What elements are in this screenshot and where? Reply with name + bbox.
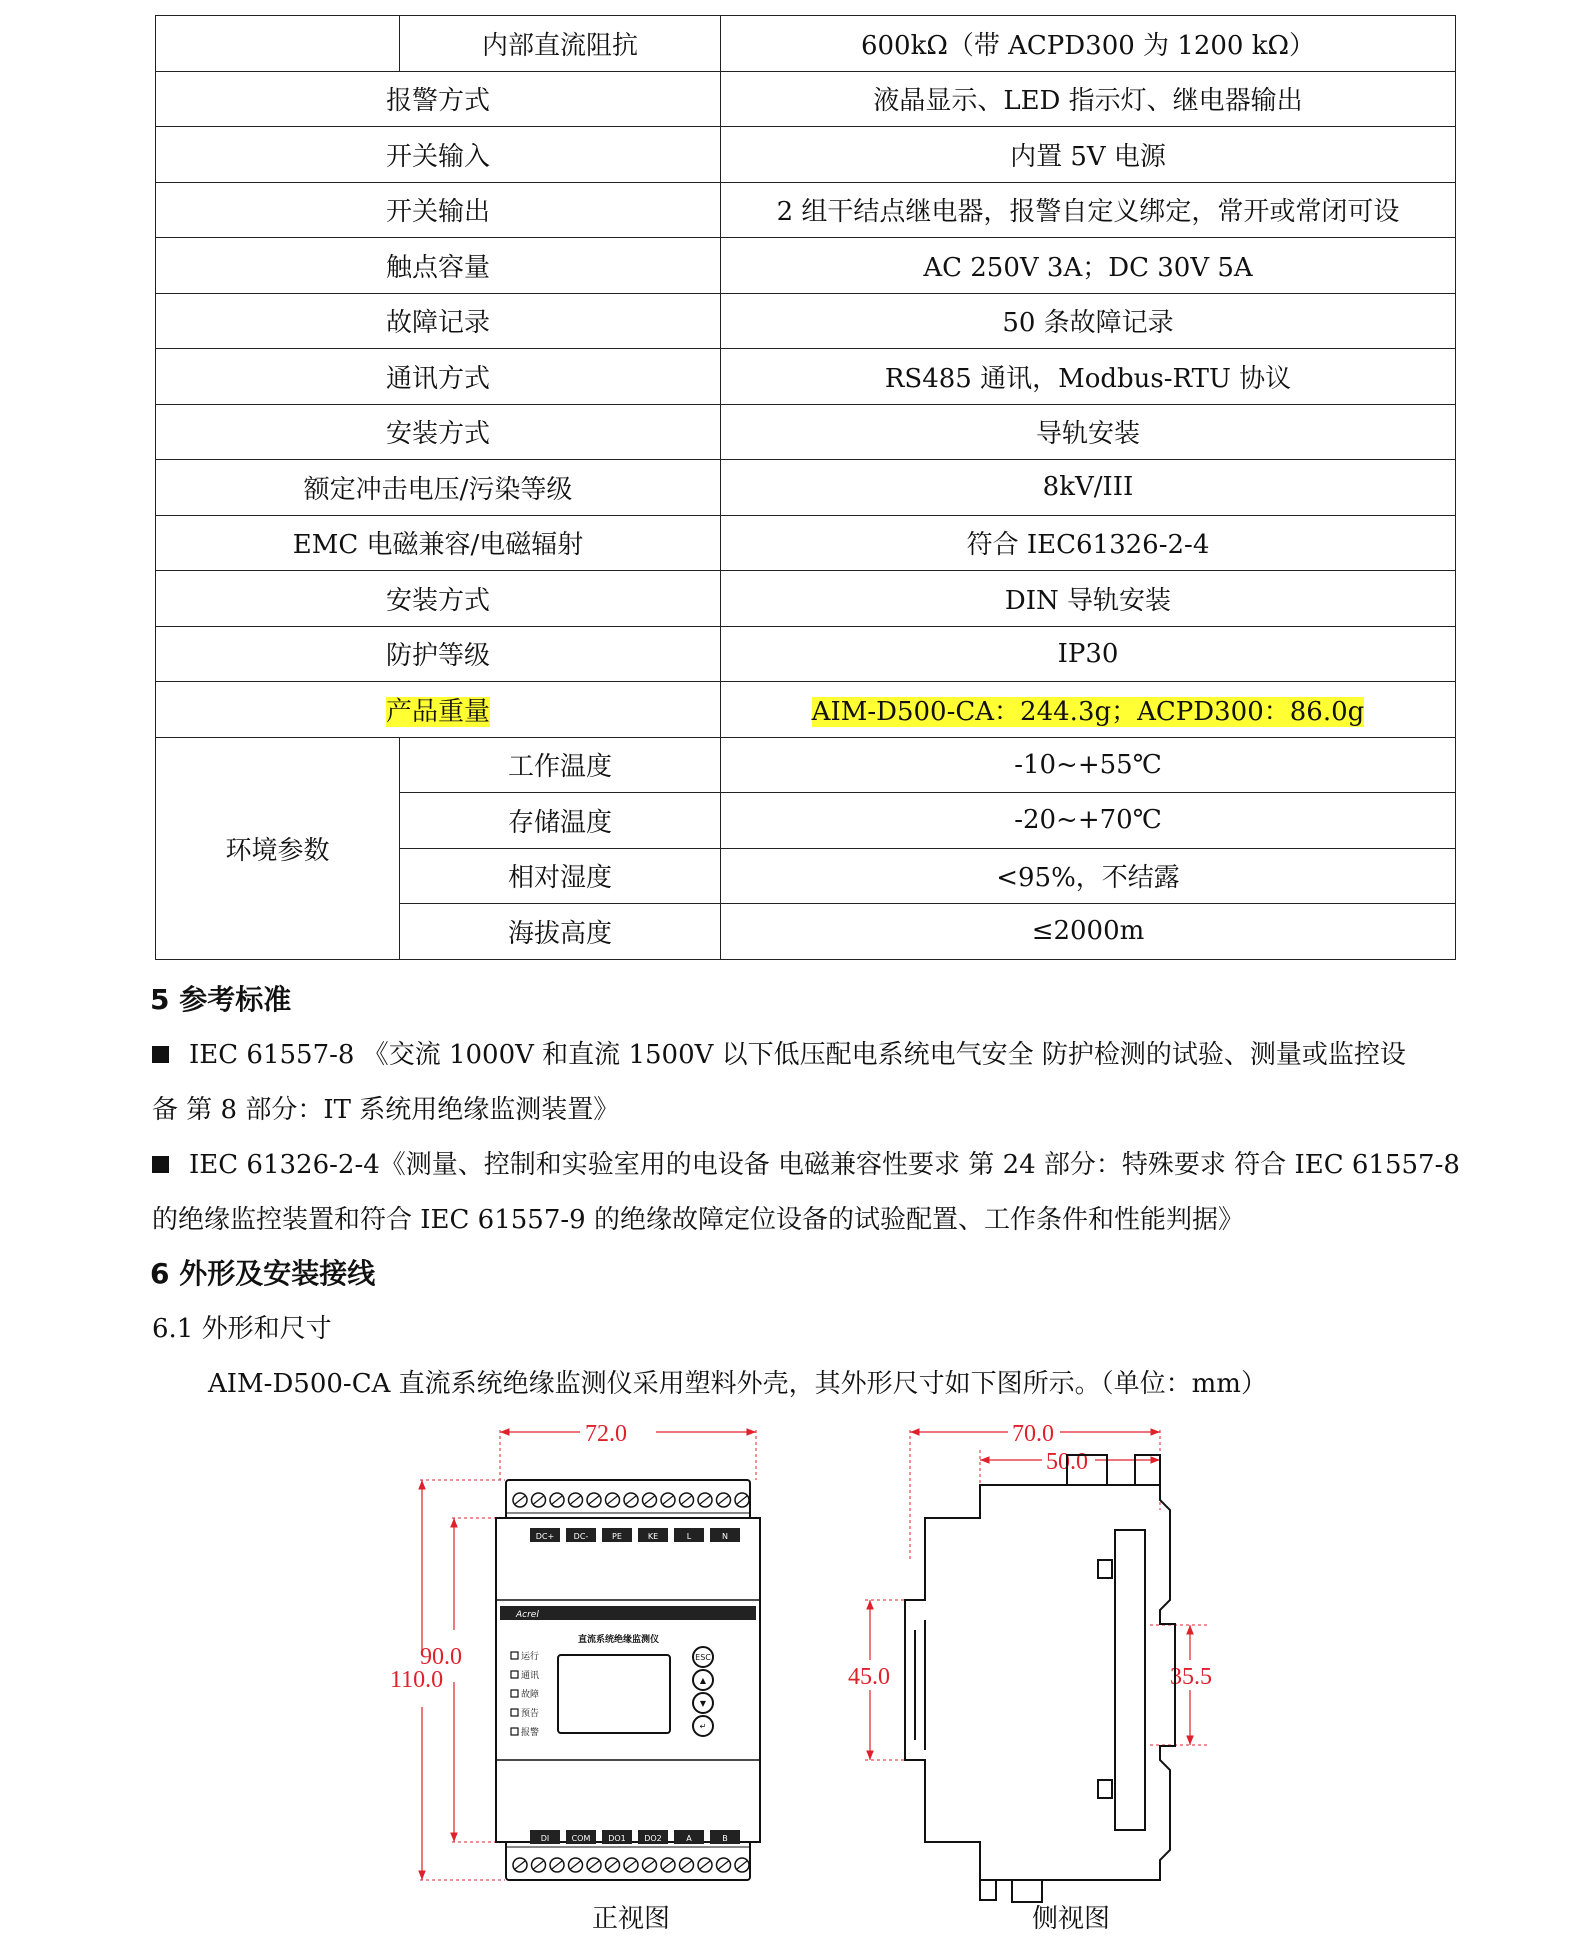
panel-title: 直流系统绝缘监测仪 [578,1635,660,1645]
section-6-title: 6 外形及安装接线 [150,1257,376,1290]
key-label: ESC [695,1653,711,1662]
led-label: 预告 [521,1709,540,1719]
row-label: 触点容量 [156,238,721,294]
section-6-intro: AIM-D500-CA 直流系统绝缘监测仪采用塑料外壳，其外形尺寸如下图所示。（单位：mm） [208,1369,1267,1399]
row-label: 安装方式 [156,571,721,627]
row-value: 符合 IEC61326-2-4 [721,515,1456,571]
row-value: 8kV/III [721,460,1456,516]
row-label: 额定冲击电压/污染等级 [156,460,721,516]
table-row [156,460,1456,516]
table-row [156,515,1456,571]
led-label: 运行 [521,1652,540,1662]
led-label: 故障 [521,1690,540,1700]
row-value: ≤2000m [721,904,1456,960]
row-label: EMC 电磁兼容/电磁辐射 [156,515,721,571]
env-group-label: 环境参数 [156,737,400,959]
row-value: 600kΩ（带 ACPD300 为 1200 kΩ） [721,16,1456,72]
row-label: 相对湿度 [400,848,721,904]
led-label: 通讯 [521,1671,540,1681]
row-value: 液晶显示、LED 指示灯、继电器输出 [721,71,1456,127]
terminal-label: L [686,1532,692,1541]
row-value [721,682,1456,738]
row-label: 故障记录 [156,293,721,349]
table-row [156,293,1456,349]
table-row [156,404,1456,460]
key-label: ▼ [699,1699,707,1708]
row-value: RS485 通讯，Modbus-RTU 协议 [721,349,1456,405]
terminal-label: A [686,1834,692,1843]
standard-item-2-line-2: 的绝缘监控装置和符合 IEC 61557-9 的绝缘故障定位设备的试验配置、工作条件和性能判据》 [152,1205,1244,1235]
side-outer-depth-dimension [910,1421,1160,1560]
table-row [156,238,1456,294]
row-label: 安装方式 [156,404,721,460]
led-icon [511,1671,518,1678]
section-6-1-title: 6.1 外形和尺寸 [152,1314,332,1344]
led-icon [511,1728,518,1735]
table-row [156,349,1456,405]
dimension-label: 72.0 [585,1421,627,1447]
row-label: 开关输出 [156,182,721,238]
row-label: 通讯方式 [156,349,721,405]
row-value: 导轨安装 [721,404,1456,460]
row-label: 报警方式 [156,71,721,127]
row-value: -10~+55℃ [721,737,1456,793]
table-row [156,16,1456,72]
dimension-label: 70.0 [1012,1421,1054,1447]
led-label: 报警 [521,1728,540,1738]
front-width-dimension [500,1421,756,1480]
row-value: AC 250V 3A；DC 30V 5A [721,238,1456,294]
key-label: ↵ [699,1722,707,1731]
terminal-label: B [722,1834,728,1843]
terminal-label: DC+ [535,1532,555,1541]
bullet-square-icon [152,1046,169,1063]
dimension-label: 35.5 [1170,1664,1212,1690]
table-row [156,182,1456,238]
side-inner-depth-dimension [980,1449,1160,1510]
led-icon [511,1652,518,1659]
table-row [156,71,1456,127]
section-5-title: 5 参考标准 [150,983,292,1016]
standard-item-1-line-2: 备 第 8 部分：IT 系统用绝缘监测装置》 [152,1095,620,1125]
row-label [156,682,721,738]
lcd-screen [558,1655,670,1733]
empty-cell [156,16,400,72]
table-row [156,127,1456,183]
row-value: IP30 [721,626,1456,682]
highlight-value: AIM-D500-CA：244.3g；ACPD300：86.0g [811,696,1365,727]
side-view-drawing [830,1410,1230,1910]
terminal-label: DO1 [608,1834,626,1843]
table-row [156,737,1456,793]
row-value: DIN 导轨安装 [721,571,1456,627]
dimension-label: 110.0 [390,1667,444,1693]
dimension-label: 45.0 [848,1664,890,1690]
side-left-height-dimension [848,1600,920,1760]
row-value: 内置 5V 电源 [721,127,1456,183]
led-icon [511,1690,518,1697]
row-label: 工作温度 [400,737,721,793]
terminal-label: DO2 [644,1834,662,1843]
front-view-caption: 正视图 [592,1904,671,1934]
standard-item-1-line-1: IEC 61557-8 《交流 1000V 和直流 1500V 以下低压配电系统电气安全 防护检测的试验、测量或监控设 [152,1034,1406,1071]
terminal-label: DI [540,1834,550,1843]
front-outer-height-dimension [390,1480,505,1880]
row-label: 海拔高度 [400,904,721,960]
dimension-label: 90.0 [420,1644,462,1670]
highlight-label: 产品重量 [385,696,490,727]
bullet-square-icon [152,1156,169,1173]
side-view-caption: 侧视图 [1032,1904,1111,1934]
spec-table [155,15,1456,960]
table-row [156,571,1456,627]
table-row [156,682,1456,738]
row-label: 存储温度 [400,793,721,849]
terminal-label: COM [571,1834,591,1843]
terminal-label: N [722,1532,728,1541]
standard-item-2-line-1: IEC 61326-2-4《测量、控制和实验室用的电设备 电磁兼容性要求 第 24 部分：特殊要求 符合 IEC 61557-8 [152,1144,1460,1181]
row-label: 开关输入 [156,127,721,183]
table-row [156,626,1456,682]
terminal-label: KE [647,1532,659,1541]
led-icon [511,1709,518,1716]
row-value: 50 条故障记录 [721,293,1456,349]
row-value: <95%，不结露 [721,848,1456,904]
side-rail-dimension [1150,1625,1212,1745]
row-label: 防护等级 [156,626,721,682]
dimension-label: 50.0 [1046,1449,1088,1475]
front-view-drawing [380,1410,780,1910]
terminal-label: DC- [573,1532,589,1541]
row-label: 内部直流阻抗 [400,16,721,72]
key-label: ▲ [699,1676,707,1685]
terminal-label: PE [612,1532,622,1541]
row-value: -20~+70℃ [721,793,1456,849]
row-value: 2 组干结点继电器，报警自定义绑定，常开或常闭可设 [721,182,1456,238]
brand-logo: Acrel [516,1610,539,1620]
side-device-body [905,1455,1175,1902]
